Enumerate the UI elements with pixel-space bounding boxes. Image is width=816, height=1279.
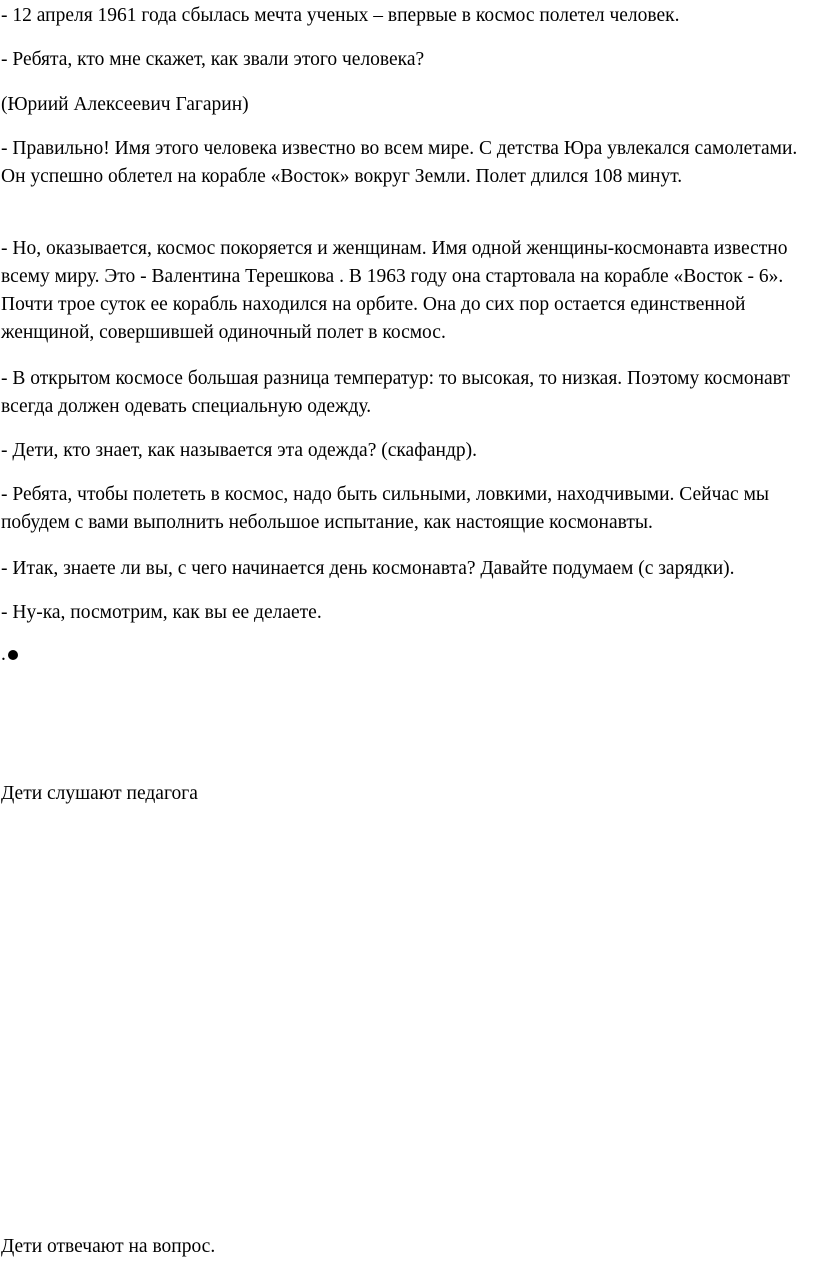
- paragraph-spacesuit-question: - Дети, кто знает, как называется эта одежда? (скафандр).: [1, 440, 477, 461]
- paragraph-gagarin-flight: - Правильно! Имя этого человека известно во всем мире. С детства Юра увлекался самолетами. Он успешно облетел на корабле «Восток» вокруг Земли. Полет длился 108 минут.: [1, 138, 798, 187]
- paragraph-question-name: - Ребята, кто мне скажет, как звали этого человека?: [1, 49, 425, 70]
- paragraph-tereshkova: - Но, оказывается, космос покоряется и женщинам. Имя одной женщины-космонавта известно всему миру. Это - Валентина Терешкова . В 1963 году она стартовала на корабле «Восток - 6». Почти трое суток ее корабль находился на орбите. Она до сих пор остается единственной женщиной, совершившей одиночный полет в космос.: [1, 238, 788, 343]
- note-children-answer: Дети отвечают на вопрос.: [1, 1236, 216, 1257]
- bullet-prefix: .: [1, 644, 6, 665]
- paragraph-answer-gagarin: (Юриий Алексеевич Гагарин): [1, 94, 249, 115]
- bullet-dot-icon: [8, 650, 18, 660]
- bullet-line: [1, 641, 18, 669]
- note-children-listen: Дети слушают педагога: [1, 783, 198, 804]
- paragraph-temperature: - В открытом космосе большая разница температур: то высокая, то низкая. Поэтому космонавт всегда должен одевать специальную одежду.: [1, 368, 790, 417]
- paragraph-lets-see: - Ну-ка, посмотрим, как вы ее делаете.: [1, 602, 322, 623]
- paragraph-test-intro: - Ребята, чтобы полететь в космос, надо быть сильными, ловкими, находчивыми. Сейчас мы побудем с вами выполнить небольшое испытание, как настоящие космонавты.: [1, 484, 770, 533]
- paragraph-cosmonaut-day: - Итак, знаете ли вы, с чего начинается день космонавта? Давайте подумаем (с зарядки).: [1, 558, 735, 579]
- paragraph-april-12: - 12 апреля 1961 года сбылась мечта ученых – впервые в космос полетел человек.: [1, 5, 680, 26]
